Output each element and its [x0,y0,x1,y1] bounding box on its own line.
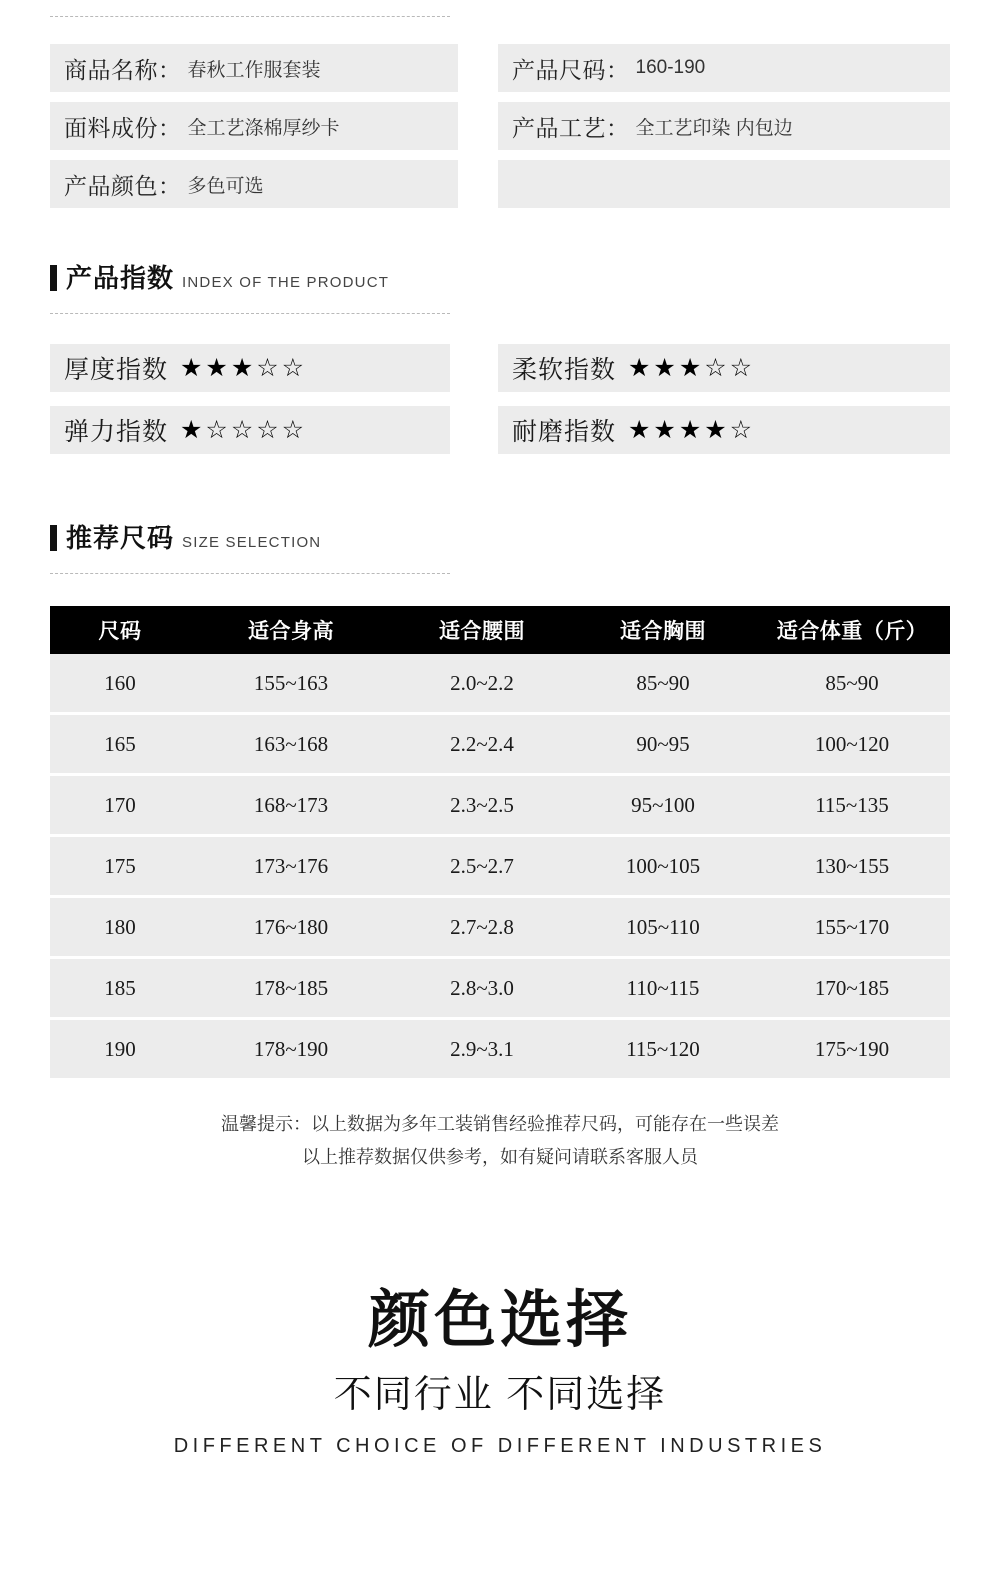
spec-item-color [50,160,458,208]
spec-value: 全工艺印染 内包边 [635,117,793,139]
table-header-row [50,606,950,654]
size-table [50,606,950,1078]
spec-value: 全工艺涤棉厚纱卡 [187,117,340,139]
rating-stars: ★☆☆☆☆ [180,415,308,444]
spec-value: 多色可选 [187,175,264,197]
cell-size: 185 [50,958,190,1019]
spec-value: 160-190 [635,57,706,78]
cell-size: 190 [50,1019,190,1079]
spec-item-empty [498,160,950,208]
spec-item-fabric [50,102,458,150]
cell-size: 160 [50,654,190,714]
index-heading-en: INDEX OF THE PRODUCT [182,274,390,291]
spec-value: 春秋工作服套装 [187,59,321,81]
cell-waist: 2.2~2.4 [392,714,572,775]
cell-weight: 85~90 [754,654,950,714]
index-label: 弹力指数 [64,418,169,446]
table-row [50,897,950,958]
cell-chest: 115~120 [572,1019,754,1079]
cell-chest: 105~110 [572,897,754,958]
cell-height: 176~180 [190,897,392,958]
spec-label: 面料成份： [64,114,182,141]
spec-label: 商品名称： [64,56,182,83]
color-selection-english: DIFFERENT CHOICE OF DIFFERENT INDUSTRIES [173,1435,827,1457]
index-label: 耐磨指数 [512,418,617,446]
index-label: 厚度指数 [64,356,169,384]
cell-waist: 2.5~2.7 [392,836,572,897]
index-item-elasticity [50,406,450,454]
table-row [50,1019,950,1079]
table-row [50,654,950,714]
size-section-heading [50,518,450,574]
cell-waist: 2.3~2.5 [392,775,572,836]
cell-weight: 175~190 [754,1019,950,1079]
top-divider [50,16,450,17]
column-header-height: 适合身高 [190,606,392,654]
column-header-waist: 适合腰围 [392,606,572,654]
index-heading-divider [50,313,450,314]
index-item-abrasion [498,406,950,454]
table-row [50,836,950,897]
index-grid [50,344,950,454]
cell-waist: 2.8~3.0 [392,958,572,1019]
cell-waist: 2.7~2.8 [392,897,572,958]
cell-size: 165 [50,714,190,775]
table-row [50,775,950,836]
cell-chest: 85~90 [572,654,754,714]
color-selection-title: 颜色选择 [367,1286,632,1355]
size-tips-line-1: 温馨提示：以上数据为多年工装销售经验推荐尺码，可能存在一些误差 [221,1114,779,1134]
cell-weight: 100~120 [754,714,950,775]
cell-height: 163~168 [190,714,392,775]
index-heading-cn: 产品指数 [66,263,175,293]
color-selection-banner [0,1285,1000,1458]
spec-item-product-name [50,44,458,92]
cell-height: 155~163 [190,654,392,714]
index-item-softness [498,344,950,392]
cell-size: 180 [50,897,190,958]
index-section-heading [50,258,450,314]
index-label: 柔软指数 [512,356,617,384]
table-row [50,958,950,1019]
spec-label: 产品工艺： [512,114,630,141]
cell-height: 178~190 [190,1019,392,1079]
spec-grid [50,44,950,208]
rating-stars: ★★★☆☆ [180,353,308,382]
size-heading-cn: 推荐尺码 [66,523,175,553]
cell-weight: 130~155 [754,836,950,897]
cell-waist: 2.0~2.2 [392,654,572,714]
cell-chest: 95~100 [572,775,754,836]
spec-label: 产品尺码： [512,56,630,83]
heading-accent-bar [50,265,57,291]
index-item-thickness [50,344,450,392]
cell-waist: 2.9~3.1 [392,1019,572,1079]
cell-height: 173~176 [190,836,392,897]
rating-stars: ★★★★☆ [628,415,756,444]
cell-chest: 100~105 [572,836,754,897]
heading-accent-bar [50,525,57,551]
size-heading-divider [50,573,450,574]
column-header-size: 尺码 [50,606,190,654]
spec-item-craft [498,102,950,150]
color-selection-subtitle: 不同行业 不同选择 [333,1374,667,1416]
cell-height: 178~185 [190,958,392,1019]
cell-weight: 115~135 [754,775,950,836]
spec-item-product-size [498,44,950,92]
cell-weight: 170~185 [754,958,950,1019]
cell-height: 168~173 [190,775,392,836]
cell-weight: 155~170 [754,897,950,958]
size-heading-en: SIZE SELECTION [182,534,322,551]
size-tips [0,1108,1000,1174]
size-tips-line-2: 以上推荐数据仅供参考，如有疑问请联系客服人员 [302,1147,698,1167]
rating-stars: ★★★☆☆ [628,353,756,382]
column-header-chest: 适合胸围 [572,606,754,654]
cell-size: 170 [50,775,190,836]
spec-label: 产品颜色： [64,172,182,199]
cell-size: 175 [50,836,190,897]
cell-chest: 90~95 [572,714,754,775]
cell-chest: 110~115 [572,958,754,1019]
column-header-weight: 适合体重（斤） [754,606,950,654]
table-row [50,714,950,775]
